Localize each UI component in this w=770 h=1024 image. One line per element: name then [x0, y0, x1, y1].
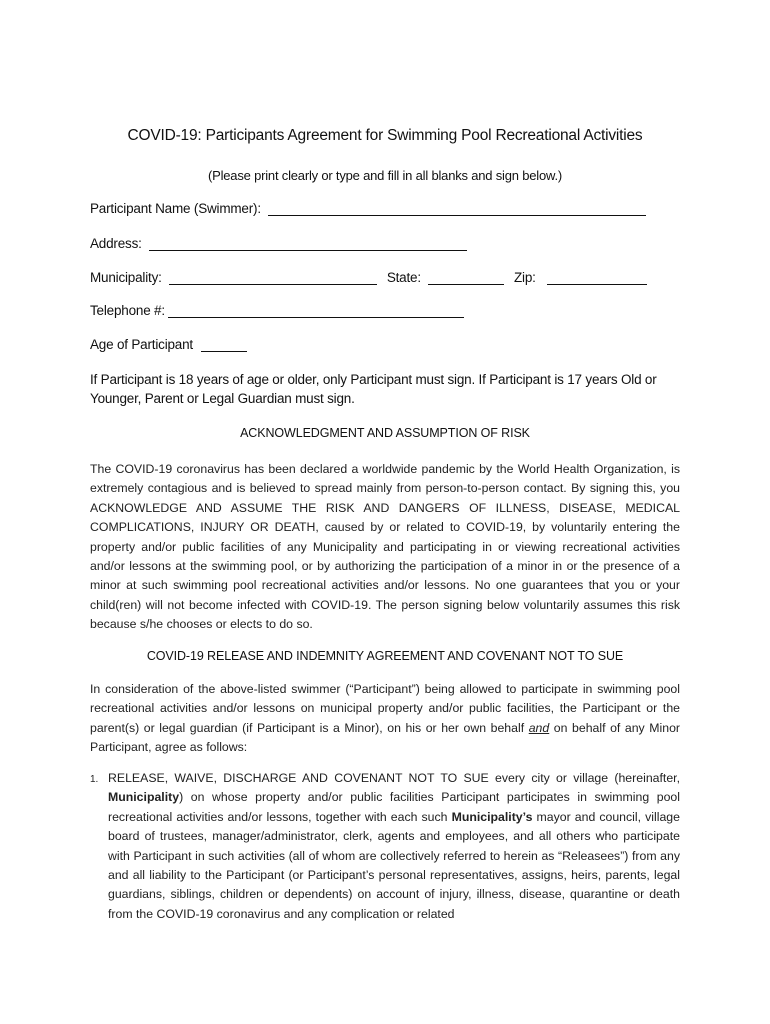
- telephone-row: [90, 303, 464, 318]
- municipality-field[interactable]: [169, 270, 377, 285]
- telephone-field[interactable]: [168, 303, 464, 318]
- address-field[interactable]: [149, 236, 467, 251]
- risk-paragraph: The COVID-19 coronavirus has been declared a worldwide pandemic by the World Health Organization, is extremely contagious and is believed to spread mainly from person-to-person contact. By signing this, you ACKNOWLEDGE AND ASSUME THE RISK AND DANGERS OF ILLNESS, DISEASE, MEDICAL COMPLICATIONS, INJURY OR DEATH, caused by or related to COVID-19, by voluntarily entering the property and/or public facilities of any Municipality and participating in or viewing recreational activities and/or lessons at the swimming pool, or by authorizing the participation of a minor in or the presence of a minor at such swimming pool recreational activities and/or lessons. No one guarantees that you or your child(ren) will not become infected with COVID-19. The person signing below voluntarily assumes this risk because s/he chooses or elects to do so.: [90, 462, 680, 632]
- address-label: Address:: [90, 236, 142, 251]
- age-field[interactable]: [201, 337, 247, 352]
- section-heading-risk: ACKNOWLEDGMENT AND ASSUMPTION OF RISK: [240, 426, 530, 440]
- participant-name-label: Participant Name (Swimmer):: [90, 201, 261, 216]
- participant-name-row: [90, 201, 646, 216]
- municipality-label: Municipality:: [90, 270, 162, 285]
- release-intro-text-2: on behalf of any Minor Participant, agree as follows:: [90, 720, 680, 755]
- release-intro-text-1: In consideration of the above-listed swimmer (“Participant”) being allowed to participate in swimming pool recreational activities and/or lessons on municipal property and/or public facilities, the Participant or the parent(s) or legal guardian (if Participant is a Minor), on his or her own behalf: [90, 682, 680, 735]
- signing-notice: If Participant is 18 years of age or older, only Participant must sign. If Participant is 17 years Old or Younger, Parent or Legal Guardian must sign.: [90, 372, 657, 406]
- address-row: [90, 236, 467, 251]
- section-heading-release: COVID-19 RELEASE AND INDEMNITY AGREEMENT AND COVENANT NOT TO SUE: [146, 649, 624, 663]
- age-row: [90, 337, 247, 352]
- item1-text-1: RELEASE, WAIVE, DISCHARGE AND COVENANT NOT TO SUE every city or village (hereinafter,: [108, 771, 680, 785]
- list-number: 1.: [90, 774, 99, 785]
- telephone-label: Telephone #:: [90, 303, 165, 318]
- item1-term-municipality: Municipality: [108, 790, 180, 805]
- item1-term-municipalitys: Municipality’s: [451, 809, 533, 824]
- document-title: COVID-19: Participants Agreement for Swimming Pool Recreational Activities: [127, 127, 643, 144]
- document-subtitle: (Please print clearly or type and fill in all blanks and sign below.): [207, 168, 562, 183]
- item1-text-2: ) on whose property and/or public facilities Participant participates in swimming pool recreational activities and/or lessons, together with each such: [108, 790, 680, 824]
- zip-label: Zip:: [514, 270, 536, 285]
- state-field[interactable]: [428, 270, 504, 285]
- release-intro-and: and: [528, 720, 550, 735]
- release-intro-paragraph: [90, 680, 680, 758]
- zip-field[interactable]: [547, 270, 647, 285]
- list-item-text: [108, 769, 680, 924]
- participant-name-field[interactable]: [268, 201, 646, 216]
- state-label: State:: [386, 270, 421, 285]
- item1-text-3: mayor and council, village board of trustees, manager/administrator, clerk, agents and employees, and all others who participate with Participant in such activities (all of whom are collectively referred to herein as “Releasees”) from any and all liability to the Participant (or Participant’s personal representatives, assigns, heirs, parents, legal guardians, siblings, children or dependents) on account of injury, illness, disease, quarantine or death from the COVID-19 coronavirus and any complication or related: [108, 809, 680, 921]
- municipality-row: [90, 270, 647, 285]
- age-label: Age of Participant: [90, 337, 193, 352]
